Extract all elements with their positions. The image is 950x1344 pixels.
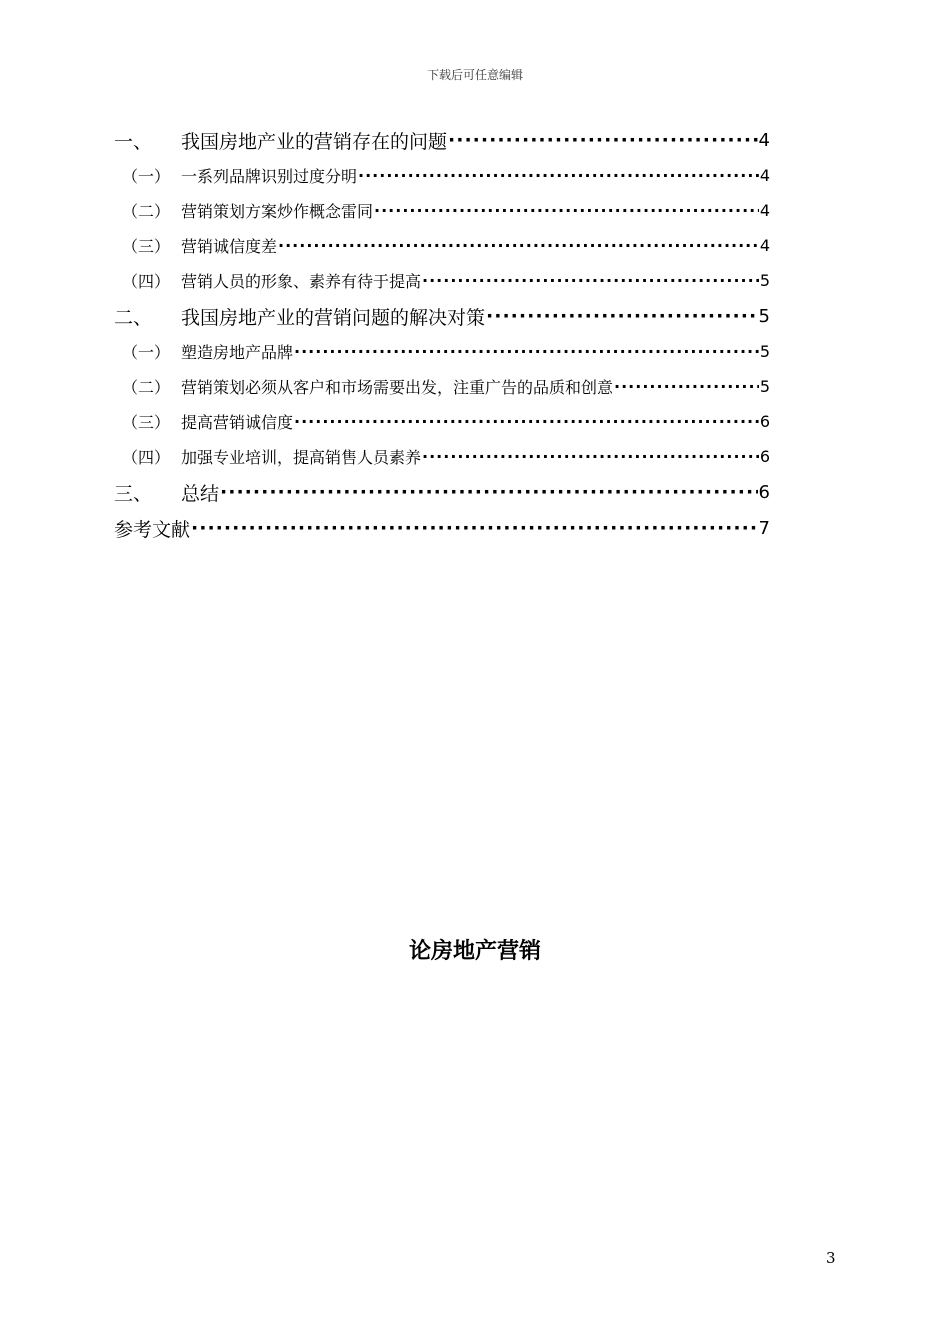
toc-entry-title: 营销诚信度差 (181, 237, 278, 256)
toc-entry-title: 营销策划方案炒作概念雷同 (181, 202, 374, 221)
toc-entry-number: （一） (122, 167, 171, 186)
toc-entry-number: （四） (122, 448, 171, 467)
toc-entry-page: 5 (758, 305, 770, 327)
toc-entry-number: 三、 (114, 482, 153, 505)
header-note: 下载后可任意编辑 (426, 68, 523, 82)
toc-entry-page: 5 (759, 271, 770, 290)
toc-entry-title: 一系列品牌识别过度分明 (181, 167, 358, 186)
toc-entry[interactable] (114, 369, 770, 404)
toc-entry-number: （一） (122, 343, 171, 362)
toc-dot-leader (294, 412, 759, 431)
toc-entry-title: 我国房地产业的营销问题的解决对策 (181, 306, 486, 329)
toc-entry[interactable] (114, 158, 770, 193)
toc-entry-number: （三） (122, 413, 171, 432)
toc-entry-page: 5 (759, 342, 770, 361)
page-number: 3 (826, 1249, 836, 1267)
toc-entry-number: （三） (122, 237, 171, 256)
document-title: 论房地产营销 (408, 939, 541, 964)
toc-entry[interactable] (114, 263, 770, 298)
toc-dot-leader (614, 377, 759, 396)
toc-entry-title: 营销人员的形象、素养有待于提高 (181, 272, 422, 291)
toc-entry[interactable] (114, 193, 770, 228)
toc-dot-leader (422, 271, 759, 290)
toc-entry-page: 5 (759, 377, 770, 396)
toc-entry-page: 7 (758, 517, 770, 539)
toc-entry-page: 6 (759, 447, 770, 466)
toc-entry[interactable] (114, 122, 770, 158)
toc-entry[interactable] (114, 439, 770, 474)
toc-entry[interactable] (114, 404, 770, 439)
toc-entry-title: 提高营销诚信度 (181, 413, 294, 432)
table-of-contents (114, 122, 770, 546)
toc-entry-title: 总结 (181, 482, 220, 505)
toc-entry[interactable] (114, 510, 770, 546)
toc-entry-title: 我国房地产业的营销存在的问题 (181, 130, 448, 153)
toc-dot-leader (220, 481, 758, 503)
toc-entry-number: （四） (122, 272, 171, 291)
toc-entry[interactable] (114, 474, 770, 510)
toc-dot-leader (191, 517, 758, 539)
toc-entry-page: 6 (759, 412, 770, 431)
toc-entry-page: 6 (758, 481, 770, 503)
toc-entry-number: 二、 (114, 306, 153, 329)
toc-entry-page: 4 (759, 166, 770, 185)
toc-entry-page: 4 (759, 236, 770, 255)
toc-entry-title: 参考文献 (114, 518, 191, 541)
toc-entry[interactable] (114, 334, 770, 369)
toc-dot-leader (358, 166, 759, 185)
toc-dot-leader (486, 305, 758, 327)
toc-dot-leader (278, 236, 759, 255)
toc-dot-leader (294, 342, 759, 361)
toc-dot-leader (374, 201, 759, 220)
toc-entry-number: （二） (122, 378, 171, 397)
toc-entry[interactable] (114, 298, 770, 334)
toc-entry-number: 一、 (114, 130, 153, 153)
toc-entry-title: 加强专业培训，提高销售人员素养 (181, 448, 422, 467)
toc-dot-leader (422, 447, 759, 466)
toc-entry-title: 营销策划必须从客户和市场需要出发，注重广告的品质和创意 (181, 378, 614, 397)
toc-entry-page: 4 (759, 201, 770, 220)
toc-dot-leader (448, 129, 758, 151)
toc-entry-number: （二） (122, 202, 171, 221)
toc-entry[interactable] (114, 228, 770, 263)
toc-entry-title: 塑造房地产品牌 (181, 343, 294, 362)
toc-entry-page: 4 (758, 129, 770, 151)
